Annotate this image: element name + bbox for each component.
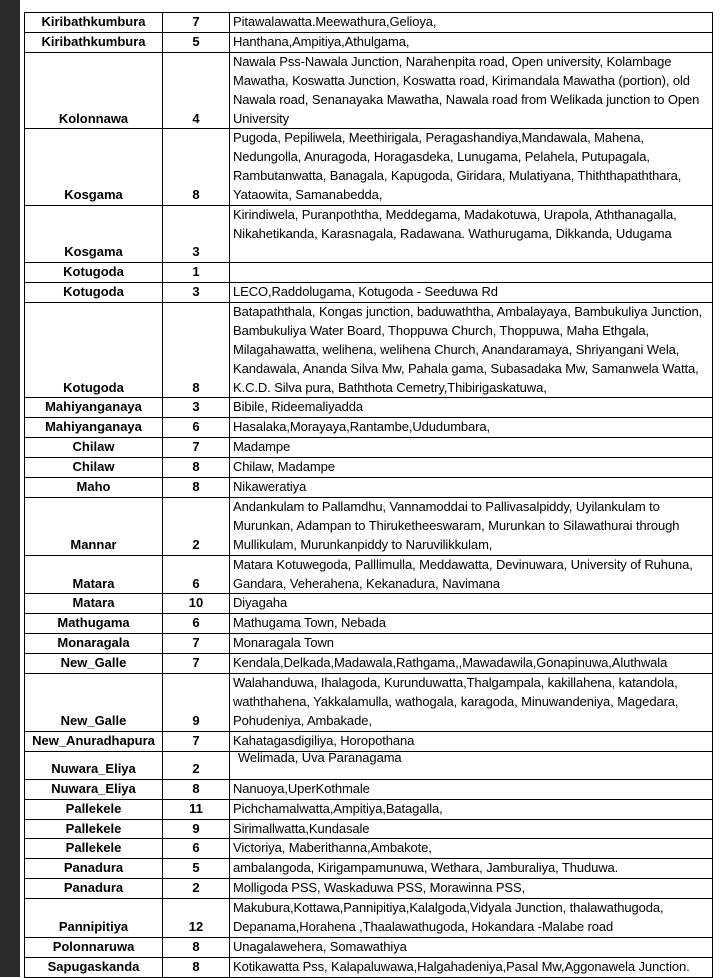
location-list-cell: Andankulam to Pallamdhu, Vannamoddai to Pallivasalpiddy, Uyilankulam to Murunkan, Adampan to Thiruketheeswaram, Murunkan to Silawathurai through Mullikulam, Murunkanpiddy to Naruvilikkulam, [230, 497, 713, 555]
left-border-band [0, 0, 20, 977]
number-cell: 5 [163, 859, 230, 879]
table-row [25, 594, 713, 614]
number-cell: 6 [163, 555, 230, 594]
area-schedule-table [24, 12, 713, 978]
area-cell: Pallekele [25, 819, 163, 839]
area-cell: New_Galle [25, 654, 163, 674]
number-cell: 8 [163, 302, 230, 398]
table-row [25, 674, 713, 732]
table-body [25, 13, 713, 978]
area-cell: Maho [25, 478, 163, 498]
table-row [25, 799, 713, 819]
area-cell: Nuwara_Eliya [25, 779, 163, 799]
location-list-cell: Madampe [230, 438, 713, 458]
number-cell: 5 [163, 32, 230, 52]
right-margin [714, 0, 720, 977]
area-cell: Pannipitiya [25, 899, 163, 938]
area-cell: Mahiyanganaya [25, 398, 163, 418]
table-row [25, 779, 713, 799]
table-row [25, 879, 713, 899]
number-cell: 2 [163, 751, 230, 779]
number-cell: 7 [163, 438, 230, 458]
location-list-cell: Pichchamalwatta,Ampitiya,Batagalla, [230, 799, 713, 819]
table-row [25, 634, 713, 654]
number-cell: 7 [163, 731, 230, 751]
location-list-cell: Mathugama Town, Nebada [230, 614, 713, 634]
number-cell: 8 [163, 779, 230, 799]
area-cell: Mannar [25, 497, 163, 555]
area-cell: Kotugoda [25, 263, 163, 283]
table-row [25, 418, 713, 438]
number-cell: 3 [163, 282, 230, 302]
table-row [25, 819, 713, 839]
location-list-cell: Matara Kotuwegoda, Palllimulla, Meddawatta, Devinuwara, University of Ruhuna, Gandara, Veherahena, Kekanadura, Navimana [230, 555, 713, 594]
location-list-cell: Kahatagasdigiliya, Horopothana [230, 731, 713, 751]
number-cell: 1 [163, 263, 230, 283]
table-row [25, 497, 713, 555]
area-cell: Kiribathkumbura [25, 13, 163, 33]
table-row [25, 13, 713, 33]
table-row [25, 614, 713, 634]
table-row [25, 478, 713, 498]
area-cell: Mahiyanganaya [25, 418, 163, 438]
location-list-cell: Monaragala Town [230, 634, 713, 654]
area-cell: Nuwara_Eliya [25, 751, 163, 779]
area-cell: Monaragala [25, 634, 163, 654]
location-list-cell: Hasalaka,Morayaya,Rantambe,Ududumbara, [230, 418, 713, 438]
number-cell: 8 [163, 129, 230, 206]
table-row [25, 206, 713, 263]
location-list-cell: Nikaweratiya [230, 478, 713, 498]
number-cell: 6 [163, 418, 230, 438]
number-cell: 7 [163, 634, 230, 654]
number-cell: 6 [163, 839, 230, 859]
location-list-cell: Kotikawatta Pss, Kalapaluwawa,Halgahadeniya,Pasal Mw,Aggonawela Junction. [230, 957, 713, 977]
number-cell: 9 [163, 674, 230, 732]
area-cell: Mathugama [25, 614, 163, 634]
location-list-cell: Walahanduwa, Ihalagoda, Kurunduwatta,Thalgampala, kakillahena, katandola, waththahena, Yakkalamulla, wathogala, karagoda, Minuwandeniya, Magedara, Pohudeniya, Ambakade, [230, 674, 713, 732]
table-row [25, 731, 713, 751]
table-row [25, 957, 713, 977]
table-row [25, 654, 713, 674]
area-cell: Kolonnawa [25, 52, 163, 129]
table-row [25, 937, 713, 957]
table-row [25, 859, 713, 879]
location-list-cell: Kendala,Delkada,Madawala,Rathgama,,Mawadawila,Gonapinuwa,Aluthwala [230, 654, 713, 674]
number-cell: 2 [163, 879, 230, 899]
location-list-cell: Welimada, Uva Paranagama [230, 751, 713, 779]
number-cell: 7 [163, 13, 230, 33]
number-cell: 3 [163, 206, 230, 263]
location-list-cell: Diyagaha [230, 594, 713, 614]
area-cell: Chilaw [25, 438, 163, 458]
area-cell: Kiribathkumbura [25, 32, 163, 52]
table-row [25, 458, 713, 478]
number-cell: 10 [163, 594, 230, 614]
table-row [25, 263, 713, 283]
table-row [25, 52, 713, 129]
table-row [25, 899, 713, 938]
table-row [25, 438, 713, 458]
number-cell: 9 [163, 819, 230, 839]
table-row [25, 555, 713, 594]
location-list-cell: Nawala Pss-Nawala Junction, Narahenpita road, Open university, Kolambage Mawatha, Koswatta Junction, Koswatta road, Kirimandala Mawatha (portion), old Nawala road, Senanayaka Mawatha, Nawala road from Welikada junction to Open University [230, 52, 713, 129]
location-list-cell: Molligoda PSS, Waskaduwa PSS, Morawinna PSS, [230, 879, 713, 899]
area-cell: Kosgama [25, 129, 163, 206]
table-row [25, 751, 713, 779]
area-cell: New_Anuradhapura [25, 731, 163, 751]
area-cell: Sapugaskanda [25, 957, 163, 977]
table-row [25, 398, 713, 418]
number-cell: 12 [163, 899, 230, 938]
area-cell: Kotugoda [25, 302, 163, 398]
table-row [25, 282, 713, 302]
location-list-cell: Victoriya, Maberithanna,Ambakote, [230, 839, 713, 859]
number-cell: 7 [163, 654, 230, 674]
location-list-cell: LECO,Raddolugama, Kotugoda - Seeduwa Rd [230, 282, 713, 302]
area-cell: Pallekele [25, 839, 163, 859]
number-cell: 11 [163, 799, 230, 819]
number-cell: 4 [163, 52, 230, 129]
location-list-cell: Chilaw, Madampe [230, 458, 713, 478]
table-row [25, 129, 713, 206]
number-cell: 3 [163, 398, 230, 418]
area-cell: Kosgama [25, 206, 163, 263]
number-cell: 8 [163, 937, 230, 957]
location-list-cell: Bibile, Rideemaliyadda [230, 398, 713, 418]
number-cell: 6 [163, 614, 230, 634]
area-cell: Panadura [25, 859, 163, 879]
number-cell: 2 [163, 497, 230, 555]
table-row [25, 839, 713, 859]
area-cell: Polonnaruwa [25, 937, 163, 957]
location-list-cell: ambalangoda, Kirigampamunuwa, Wethara, Jamburaliya, Thuduwa. [230, 859, 713, 879]
area-cell: Matara [25, 555, 163, 594]
location-list-cell: Pugoda, Pepiliwela, Meethirigala, Peragashandiya,Mandawala, Mahena, Nedungolla, Anuragoda, Horagasdeka, Lunugama, Pelahela, Putupagala, Rambutanwatta, Banagala, Kapugoda, Giridara, Mulatiyana, Thiththapaththara, Yataowita, Samanabedda, [230, 129, 713, 206]
area-cell: Panadura [25, 879, 163, 899]
location-list-cell: Kirindiwela, Puranpoththa, Meddegama, Madakotuwa, Urapola, Aththanagalla, Nikahetikanda, Karasnagala, Radawana. Wathurugama, Dikkanda, Udugama [230, 206, 713, 263]
location-list-cell: Makubura,Kottawa,Pannipitiya,Kalalgoda,Vidyala Junction, thalawathugoda, Depanama,Horahena ,Thaalawathugoda, Hokandara -Malabe road [230, 899, 713, 938]
location-list-cell: Pitawalawatta.Meewathura,Gelioya, [230, 13, 713, 33]
number-cell: 8 [163, 458, 230, 478]
location-list-cell: Nanuoya,UperKothmale [230, 779, 713, 799]
area-cell: New_Galle [25, 674, 163, 732]
location-list-cell: Hanthana,Ampitiya,Athulgama, [230, 32, 713, 52]
area-cell: Pallekele [25, 799, 163, 819]
table-row [25, 32, 713, 52]
area-cell: Kotugoda [25, 282, 163, 302]
area-cell: Chilaw [25, 458, 163, 478]
location-list-cell: Batapaththala, Kongas junction, baduwaththa, Ambalayaya, Bambukuliya Junction, Bambukuliya Water Board, Thoppuwa Church, Thoppuwa, Maha Ethgala, Milagahawatta, welihena, welihena Church, Anandaramaya, Shriyangani Wela, Kandawala, Ananda Silva Mw, Pahala gama, Subasadaka Mw, Samanwela Watta, K.C.D. Silva pura, Baththota Cemetry,Thibirigaskatuwa, [230, 302, 713, 398]
number-cell: 8 [163, 478, 230, 498]
number-cell: 8 [163, 957, 230, 977]
table-row [25, 302, 713, 398]
location-list-cell: Unagalawehera, Somawathiya [230, 937, 713, 957]
area-cell: Matara [25, 594, 163, 614]
location-list-cell [230, 263, 713, 283]
location-list-cell: Sirimallwatta,Kundasale [230, 819, 713, 839]
